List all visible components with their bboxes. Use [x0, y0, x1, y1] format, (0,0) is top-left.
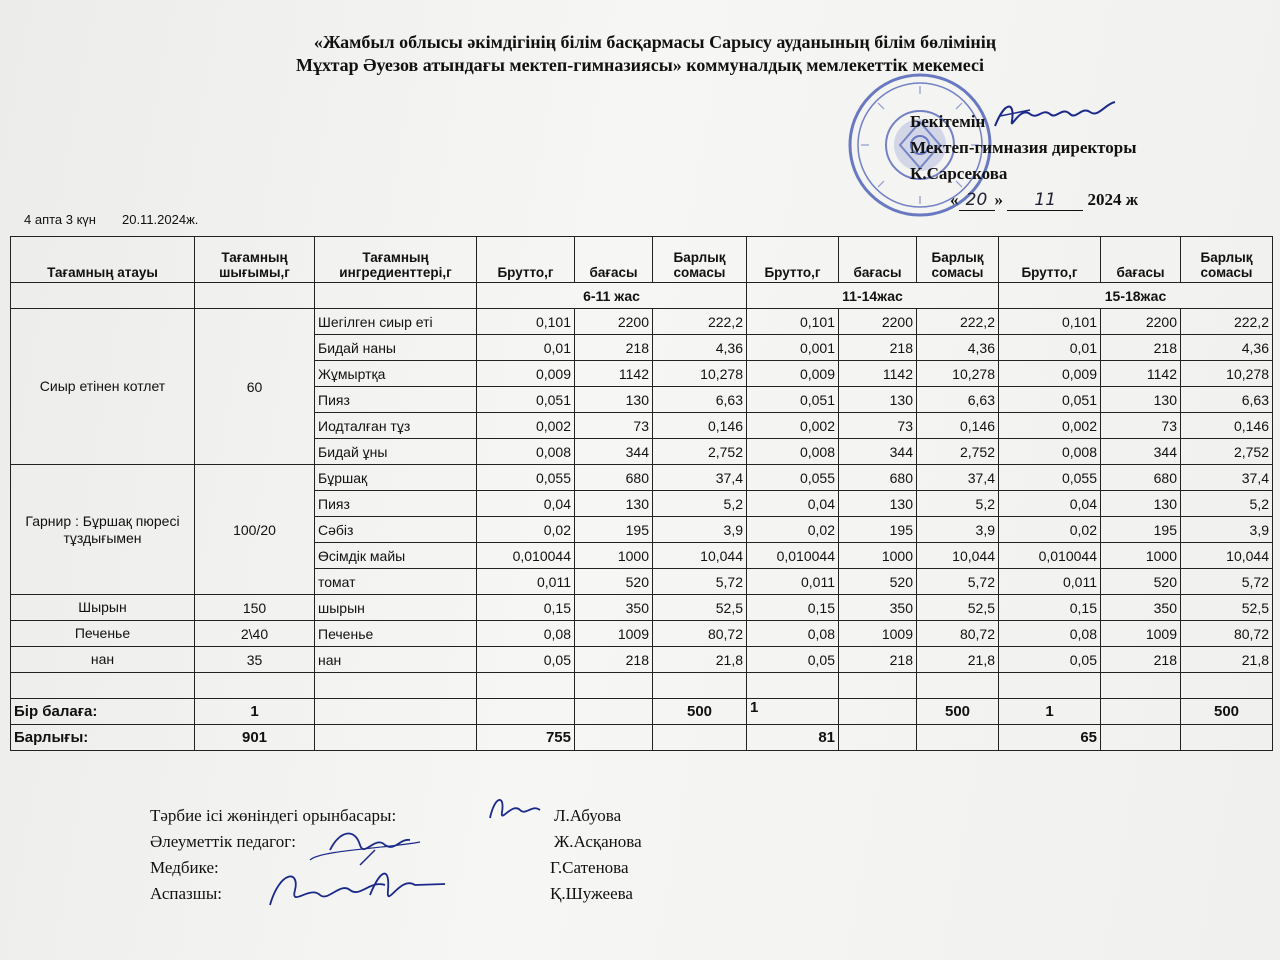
total-g3: 222,2 [1181, 309, 1273, 335]
dish-name: Гарнир : Бұршақ пюресі тұздығымен [11, 465, 195, 595]
table-row [11, 465, 1273, 491]
col-price-2: бағасы [839, 237, 917, 283]
dish-name: Печенье [11, 621, 195, 647]
ingredient-name: Сәбіз [315, 517, 477, 543]
total-row [11, 725, 1273, 751]
total-g1: 10,278 [653, 361, 747, 387]
price-g2: 1009 [839, 621, 917, 647]
price-g1: 130 [575, 387, 653, 413]
brutto-g2: 0,010044 [747, 543, 839, 569]
total-g1: 0,146 [653, 413, 747, 439]
per-child-g2-brutto: 1 [747, 699, 839, 725]
menu-table [10, 236, 1273, 751]
ingredient-name: Бидай ұны [315, 439, 477, 465]
ingredient-name: Бидай наны [315, 335, 477, 361]
brutto-g1: 0,04 [477, 491, 575, 517]
brutto-g2: 0,008 [747, 439, 839, 465]
brutto-g2: 0,04 [747, 491, 839, 517]
col-price-3: бағасы [1101, 237, 1181, 283]
price-g1: 344 [575, 439, 653, 465]
brutto-g1: 0,05 [477, 647, 575, 673]
total-g2: 222,2 [917, 309, 999, 335]
price-g2: 73 [839, 413, 917, 439]
total-g1: 80,72 [653, 621, 747, 647]
dish-name: Шырын [11, 595, 195, 621]
price-g3: 218 [1101, 647, 1181, 673]
price-g1: 350 [575, 595, 653, 621]
price-g2: 130 [839, 491, 917, 517]
approval-director-name: К.Сарсекова [910, 164, 1008, 183]
brutto-g1: 0,010044 [477, 543, 575, 569]
price-g3: 130 [1101, 387, 1181, 413]
table-header-row [11, 237, 1273, 283]
price-g2: 520 [839, 569, 917, 595]
total-g3: 21,8 [1181, 647, 1273, 673]
price-g3: 73 [1101, 413, 1181, 439]
table-row [11, 309, 1273, 335]
per-child-yield: 1 [195, 699, 315, 725]
brutto-g2: 0,15 [747, 595, 839, 621]
total-g1: 6,63 [653, 387, 747, 413]
brutto-g3: 0,05 [999, 647, 1101, 673]
price-g1: 2200 [575, 309, 653, 335]
age-group-1: 6-11 жас [477, 283, 747, 309]
price-g1: 1009 [575, 621, 653, 647]
price-g1: 195 [575, 517, 653, 543]
footer-nurse [150, 858, 629, 878]
total-yield: 901 [195, 725, 315, 751]
day-info [24, 212, 224, 227]
col-total-2: Барлық сомасы [917, 237, 999, 283]
ingredient-name: нан [315, 647, 477, 673]
ingredient-name: Бұршақ [315, 465, 477, 491]
brutto-g2: 0,051 [747, 387, 839, 413]
price-g3: 1000 [1101, 543, 1181, 569]
price-g1: 520 [575, 569, 653, 595]
header-line-1: «Жамбыл облысы әкімдігінің білім басқармасы Сарысу ауданының білім бөлімінің [313, 32, 997, 52]
brutto-g2: 0,009 [747, 361, 839, 387]
ingredient-name: Шегілген сиыр еті [315, 309, 477, 335]
total-g2: 21,8 [917, 647, 999, 673]
per-child-g1-total: 500 [653, 699, 747, 725]
total-g3: 6,63 [1181, 387, 1273, 413]
brutto-g3: 0,008 [999, 439, 1101, 465]
brutto-g3: 0,011 [999, 569, 1101, 595]
total-g3: 10,044 [1181, 543, 1273, 569]
total-g1: 52,5 [653, 595, 747, 621]
table-row [11, 621, 1273, 647]
col-total-1: Барлық сомасы [653, 237, 747, 283]
total-g2: 52,5 [917, 595, 999, 621]
cook-role: Аспазшы: [150, 884, 222, 903]
dish-yield: 2\40 [195, 621, 315, 647]
cook-name: Қ.Шужеева [550, 884, 633, 903]
ingredient-name: томат [315, 569, 477, 595]
total-g2: 4,36 [917, 335, 999, 361]
total-g3: 4,36 [1181, 335, 1273, 361]
footer-cook [150, 884, 633, 904]
social-teacher-role: Әлеуметтік педагог: [150, 832, 296, 851]
price-g1: 218 [575, 647, 653, 673]
per-child-g3-brutto: 1 [999, 699, 1101, 725]
ingredient-name: Өсімдік майы [315, 543, 477, 569]
col-brutto-2: Брутто,г [747, 237, 839, 283]
total-g3-brutto: 65 [999, 725, 1101, 751]
price-g2: 1142 [839, 361, 917, 387]
price-g1: 1000 [575, 543, 653, 569]
total-g3: 37,4 [1181, 465, 1273, 491]
deputy-role: Тәрбие ісі жөніндегі орынбасары: [150, 806, 397, 825]
ingredient-name: Иодталған тұз [315, 413, 477, 439]
brutto-g1: 0,011 [477, 569, 575, 595]
price-g2: 344 [839, 439, 917, 465]
price-g1: 680 [575, 465, 653, 491]
approval-day: 20 [959, 190, 995, 211]
director-signature [990, 96, 1120, 136]
col-dish: Тағамның атауы [11, 237, 195, 283]
per-child-g3-total: 500 [1181, 699, 1273, 725]
brutto-g1: 0,008 [477, 439, 575, 465]
total-g3: 2,752 [1181, 439, 1273, 465]
price-g3: 218 [1101, 335, 1181, 361]
col-ingredients: Тағамның ингредиенттері,г [315, 237, 477, 283]
total-g2: 10,278 [917, 361, 999, 387]
col-brutto-3: Брутто,г [999, 237, 1101, 283]
price-g2: 1000 [839, 543, 917, 569]
brutto-g3: 0,15 [999, 595, 1101, 621]
price-g3: 130 [1101, 491, 1181, 517]
ingredient-name: Пияз [315, 491, 477, 517]
price-g3: 520 [1101, 569, 1181, 595]
deputy-name: Л.Абуова [554, 806, 622, 825]
per-child-row [11, 699, 1273, 725]
brutto-g3: 0,08 [999, 621, 1101, 647]
dish-yield: 60 [195, 309, 315, 465]
total-g3: 5,72 [1181, 569, 1273, 595]
total-g2-brutto: 81 [747, 725, 839, 751]
col-yield: Тағамның шығымы,г [195, 237, 315, 283]
price-g2: 218 [839, 335, 917, 361]
brutto-g3: 0,002 [999, 413, 1101, 439]
age-group-row [11, 283, 1273, 309]
ingredient-name: шырын [315, 595, 477, 621]
price-g3: 1009 [1101, 621, 1181, 647]
total-g3: 5,2 [1181, 491, 1273, 517]
brutto-g2: 0,05 [747, 647, 839, 673]
price-g3: 195 [1101, 517, 1181, 543]
nurse-role: Медбике: [150, 858, 219, 877]
price-g1: 73 [575, 413, 653, 439]
total-g1: 10,044 [653, 543, 747, 569]
brutto-g2: 0,02 [747, 517, 839, 543]
brutto-g1: 0,009 [477, 361, 575, 387]
menu-date: 20.11.2024ж. [121, 212, 199, 227]
total-g2: 6,63 [917, 387, 999, 413]
col-total-3: Барлық сомасы [1181, 237, 1273, 283]
price-g2: 218 [839, 647, 917, 673]
brutto-g3: 0,02 [999, 517, 1101, 543]
brutto-g1: 0,101 [477, 309, 575, 335]
price-g1: 1142 [575, 361, 653, 387]
brutto-g1: 0,051 [477, 387, 575, 413]
brutto-g2: 0,101 [747, 309, 839, 335]
brutto-g2: 0,001 [747, 335, 839, 361]
total-g1: 5,2 [653, 491, 747, 517]
total-g1: 4,36 [653, 335, 747, 361]
week-day: 4 апта 3 күн [24, 212, 96, 227]
brutto-g1: 0,002 [477, 413, 575, 439]
brutto-g3: 0,009 [999, 361, 1101, 387]
approval-title: Бекітемін [910, 112, 986, 131]
price-g1: 130 [575, 491, 653, 517]
footer-social-teacher [150, 832, 642, 852]
brutto-g3: 0,055 [999, 465, 1101, 491]
brutto-g1: 0,02 [477, 517, 575, 543]
price-g2: 350 [839, 595, 917, 621]
table-row [11, 595, 1273, 621]
brutto-g2: 0,08 [747, 621, 839, 647]
total-g1: 222,2 [653, 309, 747, 335]
per-child-label: Бір балаға: [11, 699, 195, 725]
social-teacher-name: Ж.Асқанова [554, 832, 642, 851]
nurse-name: Г.Сатенова [550, 858, 629, 877]
per-child-g2-total: 500 [917, 699, 999, 725]
brutto-g3: 0,101 [999, 309, 1101, 335]
total-g1: 21,8 [653, 647, 747, 673]
total-g2: 0,146 [917, 413, 999, 439]
total-g1: 5,72 [653, 569, 747, 595]
total-g1: 2,752 [653, 439, 747, 465]
price-g2: 680 [839, 465, 917, 491]
total-g3: 3,9 [1181, 517, 1273, 543]
dish-yield: 100/20 [195, 465, 315, 595]
price-g3: 344 [1101, 439, 1181, 465]
total-g1-brutto: 755 [477, 725, 575, 751]
total-label: Барлығы: [11, 725, 195, 751]
total-g2: 2,752 [917, 439, 999, 465]
total-g3: 0,146 [1181, 413, 1273, 439]
total-g2: 10,044 [917, 543, 999, 569]
total-g3: 80,72 [1181, 621, 1273, 647]
dish-yield: 150 [195, 595, 315, 621]
total-g3: 52,5 [1181, 595, 1273, 621]
col-brutto-1: Брутто,г [477, 237, 575, 283]
brutto-g1: 0,15 [477, 595, 575, 621]
brutto-g2: 0,002 [747, 413, 839, 439]
age-group-3: 15-18жас [999, 283, 1273, 309]
footer-deputy [150, 806, 621, 826]
brutto-g3: 0,051 [999, 387, 1101, 413]
price-g3: 1142 [1101, 361, 1181, 387]
price-g3: 680 [1101, 465, 1181, 491]
ingredient-name: Пияз [315, 387, 477, 413]
price-g1: 218 [575, 335, 653, 361]
dish-name: нан [11, 647, 195, 673]
dish-name: Сиыр етінен котлет [11, 309, 195, 465]
total-g2: 3,9 [917, 517, 999, 543]
total-g1: 3,9 [653, 517, 747, 543]
price-g2: 130 [839, 387, 917, 413]
price-g2: 2200 [839, 309, 917, 335]
total-g2: 37,4 [917, 465, 999, 491]
brutto-g1: 0,055 [477, 465, 575, 491]
total-g2: 5,2 [917, 491, 999, 517]
col-price-1: бағасы [575, 237, 653, 283]
table-row [11, 647, 1273, 673]
approval-year: 2024 ж [1087, 190, 1139, 209]
total-g2: 5,72 [917, 569, 999, 595]
age-group-2: 11-14жас [747, 283, 999, 309]
brutto-g1: 0,01 [477, 335, 575, 361]
brutto-g3: 0,04 [999, 491, 1101, 517]
price-g3: 350 [1101, 595, 1181, 621]
brutto-g3: 0,01 [999, 335, 1101, 361]
price-g3: 2200 [1101, 309, 1181, 335]
header-line-2: Мұхтар Әуезов атындағы мектеп-гимназиясы» коммуналдық мемлекеттік мекемесі [296, 55, 984, 75]
approval-date: « 20 » 11 2024 ж [950, 190, 1139, 210]
brutto-g2: 0,055 [747, 465, 839, 491]
approval-position: Мектеп-гимназия директоры [910, 138, 1137, 157]
brutto-g2: 0,011 [747, 569, 839, 595]
empty-row [11, 673, 1273, 699]
total-g2: 80,72 [917, 621, 999, 647]
dish-yield: 35 [195, 647, 315, 673]
total-g1: 37,4 [653, 465, 747, 491]
brutto-g1: 0,08 [477, 621, 575, 647]
approval-month: 11 [1007, 190, 1083, 211]
price-g2: 195 [839, 517, 917, 543]
total-g3: 10,278 [1181, 361, 1273, 387]
brutto-g3: 0,010044 [999, 543, 1101, 569]
ingredient-name: Жұмыртқа [315, 361, 477, 387]
ingredient-name: Печенье [315, 621, 477, 647]
